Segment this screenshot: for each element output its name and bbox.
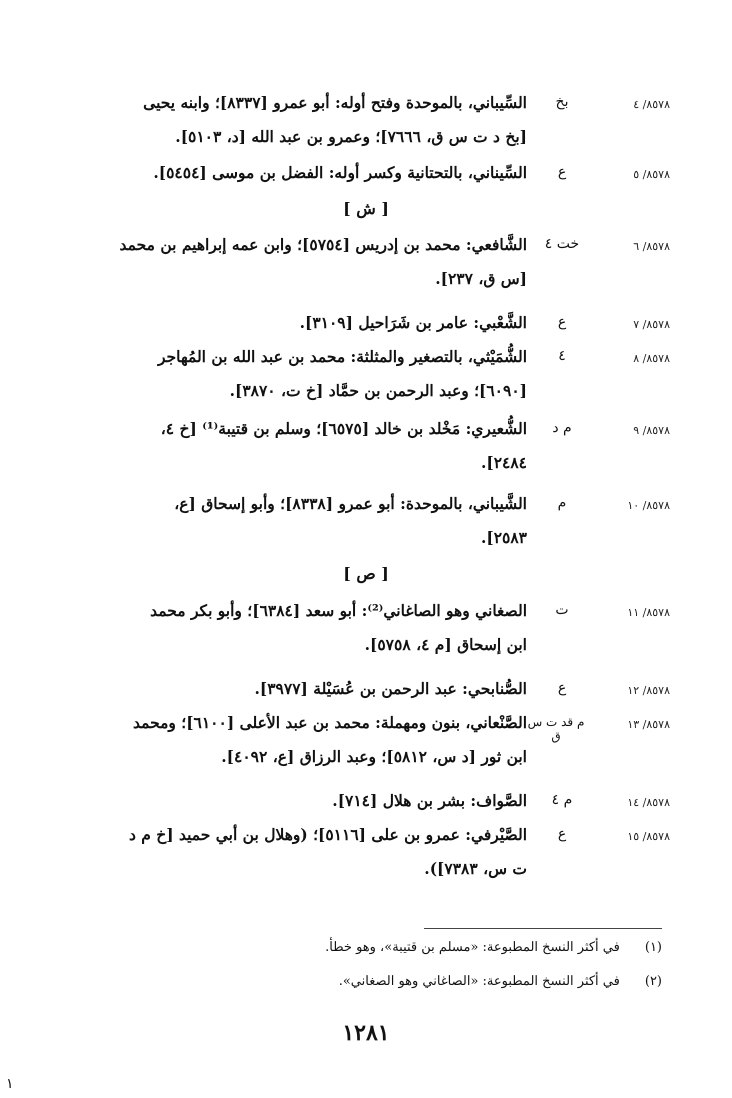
entry-text: [112, 784, 527, 818]
source-code: خت ٤: [544, 236, 580, 252]
source-code: ع: [557, 680, 567, 696]
entry-number: ٨٥٧٨/ ١٤: [627, 796, 670, 809]
entry-text: [112, 340, 527, 408]
entry-line: الصغاني وهو الصاغاني⁽²⁾: أبو سعد [٦٣٨٤]؛ وأبو بكر محمد: [150, 601, 527, 620]
entry-line: السِّيباني، بالموحدة وفتح أوله: أبو عمرو [٨٣٣٧]؛ وابنه يحيى: [143, 93, 527, 112]
entry-line: الشَّيباني، بالموحدة: أبو عمرو [٨٣٣٨]؛ وأبو إسحاق [ع،: [174, 494, 527, 513]
section-heading-sad: [ ص ]: [343, 564, 389, 583]
entry-number: ٨٥٧٨/ ٥: [633, 168, 670, 181]
footnote: [102, 940, 662, 955]
entry-line: الشُّعيري: مَخْلد بن خالد [٦٥٧٥]؛ وسلم بن قتيبة⁽¹⁾ [خ ٤،: [160, 419, 527, 438]
entry-number: ٨٥٧٨/ ١١: [627, 606, 670, 619]
entry-number: ٨٥٧٨/ ١٢: [627, 684, 670, 697]
entry-number: ٨٥٧٨/ ٨: [633, 352, 670, 365]
entry-line: الشَّافعي: محمد بن إدريس [٥٧٥٤]؛ وابن عمه إبراهيم بن محمد: [119, 235, 527, 254]
footnote-number: (٢): [644, 974, 662, 989]
entry-text: [112, 228, 527, 296]
source-code: ع: [557, 164, 567, 180]
entry-line: [س ق، ٢٣٧].: [435, 269, 527, 288]
entry-text: [112, 818, 527, 886]
source-code: م قد ت س ق: [527, 715, 585, 743]
entry-line: الشَّعْبي: عامر بن شَرَاحيل [٣١٠٩].: [299, 313, 527, 332]
corner-mark: ١: [6, 1076, 14, 1092]
entry-line: الصَّنْعاني، بنون ومهملة: محمد بن عبد الأعلى [٦١٠٠]؛ ومحمد: [132, 713, 527, 732]
entry-text: [112, 412, 527, 480]
entry-line: السِّيناني، بالتحتانية وكسر أوله: الفضل بن موسى [٥٤٥٤].: [153, 163, 527, 182]
entry-text: [112, 306, 527, 340]
entry-number: ٨٥٧٨/ ٤: [633, 98, 670, 111]
entry-line: الصَّيْرفي: عمرو بن على [٥١١٦]؛ (وهلال بن أبي حميد [خ م د: [128, 825, 527, 844]
entry-line: ٢٤٨٤].: [480, 453, 527, 472]
entry-line: ابن ثور [د س، ٥٨١٢]؛ وعبد الرزاق [ع، ٤٠٩٢].: [221, 747, 527, 766]
source-code: ٤: [558, 348, 566, 364]
footnote-number: (١): [644, 940, 662, 955]
entry-line: ابن إسحاق [م ٤، ٥٧٥٨].: [364, 635, 527, 654]
entry-text: [112, 86, 527, 154]
footnote-text: في أكثر النسخ المطبوعة: «الصاغاني وهو الصغاني».: [338, 974, 620, 989]
source-code: ع: [557, 826, 567, 842]
source-code: م د: [552, 420, 572, 436]
entry-number: ٨٥٧٨/ ١٣: [627, 718, 670, 731]
page-number: ١٢٨١: [342, 1020, 390, 1046]
entry-line: الشُّمَيْثي، بالتصغير والمثلثة: محمد بن عبد الله بن المُهاجر: [158, 347, 527, 366]
section-heading-shin: [ ش ]: [343, 199, 389, 218]
source-code: م: [557, 495, 567, 511]
entry-line: الصَّواف: بشر بن هلال [٧١٤].: [332, 791, 527, 810]
entry-line: ٢٥٨٣].: [480, 528, 527, 547]
entry-number: ٨٥٧٨/ ٧: [633, 318, 670, 331]
entry-line: [بخ د ت س ق، ٧٦٦٦]؛ وعمرو بن عبد الله [د، ٥١٠٣].: [175, 127, 527, 146]
source-code: م ٤: [551, 792, 573, 808]
source-code: ت: [555, 602, 569, 618]
footnote-text: في أكثر النسخ المطبوعة: «مسلم بن قتيبة»، وهو خطأ.: [325, 940, 620, 955]
entry-number: ٨٥٧٨/ ٦: [633, 240, 670, 253]
entry-line: ت س، ٧٣٨٣]).: [424, 859, 527, 878]
entry-number: ٨٥٧٨/ ١٠: [627, 499, 670, 512]
entry-number: ٨٥٧٨/ ٩: [633, 424, 670, 437]
footnote-divider: [424, 928, 662, 929]
source-code: ع: [557, 314, 567, 330]
entry-text: [112, 672, 527, 706]
entry-text: [112, 156, 527, 190]
entry-number: ٨٥٧٨/ ١٥: [627, 830, 670, 843]
entry-text: [112, 706, 527, 774]
footnote: [102, 974, 662, 989]
entry-text: [112, 487, 527, 555]
entry-line: الصُّنابحي: عبد الرحمن بن عُسَيْلة [٣٩٧٧].: [254, 679, 527, 698]
entry-line: [٦٠٩٠]؛ وعبد الرحمن بن حمَّاد [خ ت، ٣٨٧٠].: [229, 381, 527, 400]
source-code: بخ: [555, 94, 569, 110]
entry-text: [112, 594, 527, 662]
